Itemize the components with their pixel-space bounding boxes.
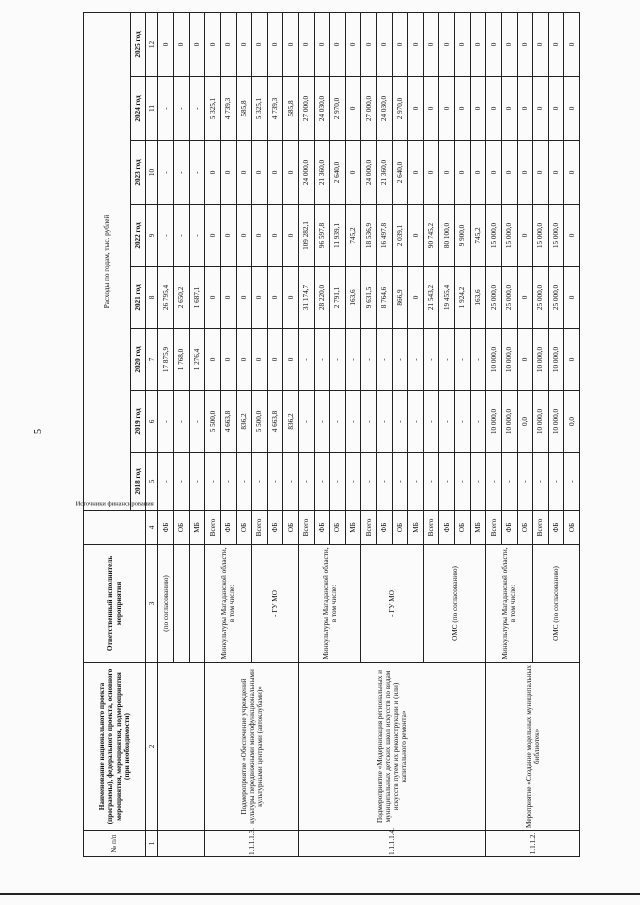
row-value: 0: [486, 77, 502, 141]
row-source: Всего: [533, 511, 549, 545]
row-source: ОБ: [236, 511, 252, 545]
row-value: 25 000,0: [533, 267, 549, 329]
row-value: 0: [205, 141, 221, 205]
row-value: 0: [252, 267, 268, 329]
row-value: 25 000,0: [548, 267, 564, 329]
row-value: -: [330, 453, 346, 511]
row-value: -: [470, 391, 486, 453]
row-value: -: [439, 391, 455, 453]
row-value: -: [361, 391, 377, 453]
row-value: 0: [517, 141, 533, 205]
row-value: 0: [564, 12, 580, 76]
row-value: -: [408, 391, 424, 453]
row-source: Всего: [252, 511, 268, 545]
row-value: 4 663,8: [220, 391, 236, 453]
row-value: 5 325,1: [252, 77, 268, 141]
row-value: 0: [423, 12, 439, 76]
row-value: -: [548, 453, 564, 511]
row-value: 0: [501, 141, 517, 205]
row-number: [158, 831, 205, 857]
row-value: 2 970,0: [330, 77, 346, 141]
column-number: 5: [146, 453, 158, 511]
row-value: 0: [564, 205, 580, 267]
row-source: ФБ: [314, 511, 330, 545]
row-value: 0: [377, 12, 393, 76]
row-value: 2 791,1: [330, 267, 346, 329]
row-value: 0: [486, 12, 502, 76]
row-value: 0: [220, 141, 236, 205]
row-source: МБ: [470, 511, 486, 545]
header-expenses: Расходы по годам, тыс. рублей: [84, 12, 131, 510]
column-number: 7: [146, 329, 158, 391]
row-value: -: [314, 391, 330, 453]
row-value: -: [392, 391, 408, 453]
row-value: 0: [408, 205, 424, 267]
row-value: -: [174, 391, 190, 453]
row-value: 24 000,0: [298, 141, 314, 205]
row-value: -: [392, 453, 408, 511]
row-value: 0: [548, 141, 564, 205]
row-value: 0: [408, 141, 424, 205]
row-value: 10 000,0: [533, 391, 549, 453]
column-number: 11: [146, 77, 158, 141]
row-value: -: [377, 453, 393, 511]
row-value: -: [330, 391, 346, 453]
row-name: Подмероприятие «Модернизация региональных и муниципальных детских школ искусств по видам искусств путем их реконструкции и (или) капитального ремонта»: [298, 663, 485, 831]
row-value: 9 900,0: [455, 205, 471, 267]
row-source: Всего: [486, 511, 502, 545]
row-value: -: [345, 391, 361, 453]
row-value: 1 924,2: [455, 267, 471, 329]
row-source: Всего: [423, 511, 439, 545]
column-number: 4: [146, 511, 158, 545]
budget-table: [75, 12, 580, 857]
row-value: 0: [236, 141, 252, 205]
row-value: 17 875,9: [158, 329, 174, 391]
row-value: 0: [314, 12, 330, 76]
row-value: 0,0: [517, 391, 533, 453]
row-value: 24 000,0: [361, 141, 377, 205]
row-value: -: [361, 329, 377, 391]
row-value: 0: [267, 329, 283, 391]
row-value: 2 970,0: [392, 77, 408, 141]
row-value: 0: [517, 329, 533, 391]
row-value: -: [174, 453, 190, 511]
row-executor: [189, 545, 205, 663]
row-value: 5 325,1: [205, 77, 221, 141]
row-value: 585,8: [283, 77, 299, 141]
row-value: 0: [517, 267, 533, 329]
row-value: 866,9: [392, 267, 408, 329]
row-value: -: [189, 141, 205, 205]
row-value: 0: [205, 329, 221, 391]
header-year: 2023 год: [131, 141, 146, 205]
row-source: ФБ: [267, 511, 283, 545]
row-value: -: [189, 77, 205, 141]
row-value: 0: [517, 205, 533, 267]
row-value: 0: [439, 77, 455, 141]
row-value: 2 650,2: [174, 267, 190, 329]
row-value: 0: [189, 12, 205, 76]
row-value: 0: [408, 267, 424, 329]
row-source: Всего: [205, 511, 221, 545]
row-value: 0: [392, 12, 408, 76]
row-value: -: [470, 453, 486, 511]
column-number: 9: [146, 205, 158, 267]
row-value: 15 000,0: [501, 205, 517, 267]
row-source: ОБ: [174, 511, 190, 545]
row-value: -: [267, 453, 283, 511]
row-value: 1 768,0: [174, 329, 190, 391]
row-executor: [174, 545, 190, 663]
row-value: 4 739,3: [267, 77, 283, 141]
row-value: 0: [564, 141, 580, 205]
row-value: 10 000,0: [486, 329, 502, 391]
row-value: -: [533, 453, 549, 511]
row-source: Всего: [298, 511, 314, 545]
row-value: 0: [564, 329, 580, 391]
row-value: -: [470, 329, 486, 391]
row-value: 0: [423, 141, 439, 205]
row-value: 2 640,0: [330, 141, 346, 205]
header-col-source: [75, 500, 155, 545]
row-value: 0: [236, 205, 252, 267]
row-executor: ОМС (по согласованию): [423, 545, 485, 663]
row-value: 15 000,0: [533, 205, 549, 267]
row-value: 745,2: [470, 205, 486, 267]
header-col-source-text: Источники финансирования: [75, 500, 155, 508]
row-value: 15 000,0: [486, 205, 502, 267]
row-value: 10 000,0: [548, 391, 564, 453]
row-value: -: [423, 329, 439, 391]
row-source: ОБ: [455, 511, 471, 545]
table-row: [205, 12, 221, 856]
row-value: 0: [564, 77, 580, 141]
row-value: 0: [283, 12, 299, 76]
row-value: -: [174, 205, 190, 267]
row-value: 0: [298, 12, 314, 76]
row-value: 163,6: [470, 267, 486, 329]
row-value: -: [189, 391, 205, 453]
row-value: 0: [439, 141, 455, 205]
row-value: -: [392, 329, 408, 391]
row-value: 0: [345, 12, 361, 76]
row-value: -: [174, 141, 190, 205]
row-value: 0: [486, 141, 502, 205]
row-name: [158, 663, 205, 831]
row-value: -: [189, 453, 205, 511]
header-col-num: № п/п: [84, 831, 146, 857]
row-value: 0: [501, 77, 517, 141]
row-value: 2 039,1: [392, 205, 408, 267]
row-executor: Минкультуры Магаданской области, в том числе:: [205, 545, 252, 663]
row-source: Всего: [361, 511, 377, 545]
column-number: 6: [146, 391, 158, 453]
row-value: -: [158, 77, 174, 141]
row-value: 25 000,0: [501, 267, 517, 329]
row-value: -: [298, 453, 314, 511]
row-value: -: [455, 453, 471, 511]
table-row: [486, 12, 502, 856]
row-value: 0: [408, 12, 424, 76]
row-value: 4 663,8: [267, 391, 283, 453]
row-value: -: [377, 329, 393, 391]
row-value: 25 000,0: [486, 267, 502, 329]
row-value: 0: [330, 12, 346, 76]
row-value: 0: [267, 12, 283, 76]
row-value: -: [298, 391, 314, 453]
row-value: 0: [252, 12, 268, 76]
row-value: 0: [236, 12, 252, 76]
row-value: 0: [252, 329, 268, 391]
row-value: 0: [501, 12, 517, 76]
row-name: Мероприятие «Создание модельных муниципальных библиотек»: [486, 663, 580, 831]
column-number: 12: [146, 12, 158, 76]
row-value: 21 543,2: [423, 267, 439, 329]
row-value: 0: [361, 12, 377, 76]
row-value: 10 000,0: [501, 329, 517, 391]
row-value: 4 739,3: [220, 77, 236, 141]
row-value: 10 000,0: [501, 391, 517, 453]
row-value: 0: [283, 329, 299, 391]
row-value: -: [314, 329, 330, 391]
row-source: ФБ: [377, 511, 393, 545]
row-value: 0: [205, 205, 221, 267]
row-value: 0: [439, 12, 455, 76]
row-value: 0: [533, 77, 549, 141]
row-executor: - ГУ МО: [361, 545, 423, 663]
row-value: 0: [345, 141, 361, 205]
row-source: ФБ: [501, 511, 517, 545]
row-value: 0: [548, 12, 564, 76]
row-source: ФБ: [158, 511, 174, 545]
row-value: 585,8: [236, 77, 252, 141]
row-value: 11 939,1: [330, 205, 346, 267]
row-source: ОБ: [392, 511, 408, 545]
row-value: -: [517, 453, 533, 511]
row-value: 0: [267, 267, 283, 329]
header-year: 2020 год: [131, 329, 146, 391]
row-value: 31 174,7: [298, 267, 314, 329]
row-value: -: [455, 391, 471, 453]
header-year: 2022 год: [131, 205, 146, 267]
row-value: -: [252, 453, 268, 511]
header-year: 2019 год: [131, 391, 146, 453]
row-value: -: [345, 453, 361, 511]
row-number: 1.1.1.1.3.: [205, 831, 299, 857]
row-executor: Минкультуры Магаданской области, в том числе:: [486, 545, 533, 663]
row-source: ФБ: [548, 511, 564, 545]
row-value: 24 030,0: [314, 77, 330, 141]
header-year: 2018 год: [131, 453, 146, 511]
table-row: [158, 12, 174, 856]
row-value: 1 687,1: [189, 267, 205, 329]
row-value: -: [158, 141, 174, 205]
row-value: 0: [267, 141, 283, 205]
row-value: 19 455,4: [439, 267, 455, 329]
column-number: 8: [146, 267, 158, 329]
row-source: МБ: [189, 511, 205, 545]
row-value: -: [361, 453, 377, 511]
row-value: 0,0: [564, 391, 580, 453]
row-value: 0: [470, 141, 486, 205]
row-value: -: [158, 453, 174, 511]
row-value: 0: [267, 205, 283, 267]
column-numbers-row: [146, 12, 158, 856]
row-value: -: [423, 391, 439, 453]
row-value: 27 000,0: [298, 77, 314, 141]
row-value: 96 597,8: [314, 205, 330, 267]
row-value: 0: [345, 77, 361, 141]
row-value: 0: [283, 141, 299, 205]
rotated-table-container: [75, 13, 580, 857]
bottom-rule: [0, 893, 640, 895]
row-source: ОБ: [283, 511, 299, 545]
row-value: 0: [533, 12, 549, 76]
row-value: 0: [517, 12, 533, 76]
row-value: 0: [205, 267, 221, 329]
row-value: 0: [564, 267, 580, 329]
row-value: -: [330, 329, 346, 391]
row-value: -: [283, 453, 299, 511]
row-value: -: [314, 453, 330, 511]
row-value: 2 640,0: [392, 141, 408, 205]
row-value: 0: [283, 205, 299, 267]
row-value: 0: [455, 12, 471, 76]
row-value: 9 631,5: [361, 267, 377, 329]
header-year: 2024 год: [131, 77, 146, 141]
row-value: 10 000,0: [533, 329, 549, 391]
row-value: 90 745,2: [423, 205, 439, 267]
header-col-executor: Ответственный исполнитель мероприятия: [84, 545, 146, 663]
row-value: 5 500,0: [252, 391, 268, 453]
row-value: 0: [158, 12, 174, 76]
row-value: -: [345, 329, 361, 391]
row-executor: Минкультуры Магаданской области, в том числе:: [298, 545, 360, 663]
row-value: 0: [252, 141, 268, 205]
row-value: -: [158, 391, 174, 453]
row-value: 0: [220, 329, 236, 391]
row-value: 10 000,0: [486, 391, 502, 453]
row-source: ФБ: [220, 511, 236, 545]
row-value: 28 220,0: [314, 267, 330, 329]
row-source: МБ: [345, 511, 361, 545]
row-value: 18 536,9: [361, 205, 377, 267]
row-value: -: [205, 453, 221, 511]
row-executor: (по согласованию): [158, 545, 174, 663]
row-value: 0: [408, 77, 424, 141]
header-year: 2021 год: [131, 267, 146, 329]
row-value: 0: [533, 141, 549, 205]
row-value: -: [236, 453, 252, 511]
row-value: 836,2: [236, 391, 252, 453]
row-value: 163,6: [345, 267, 361, 329]
row-value: 1 276,4: [189, 329, 205, 391]
row-value: 0: [220, 267, 236, 329]
row-value: 0: [236, 267, 252, 329]
column-number: 1: [146, 831, 158, 857]
header-year: 2025 год: [131, 12, 146, 76]
row-value: 27 000,0: [361, 77, 377, 141]
row-value: 8 764,6: [377, 267, 393, 329]
row-value: 0: [252, 205, 268, 267]
row-value: -: [408, 453, 424, 511]
row-value: 0: [455, 77, 471, 141]
row-value: -: [298, 329, 314, 391]
row-value: 0: [174, 12, 190, 76]
header-col-name: Наименование национального проекта (программы), федерального проекта, основного мероприятия, мероприятия, подмероприятия (при необходимости): [84, 663, 146, 831]
page-number: 5: [33, 429, 44, 434]
row-value: -: [377, 391, 393, 453]
row-value: 5 500,0: [205, 391, 221, 453]
table-body: [146, 12, 580, 856]
row-value: 0: [470, 77, 486, 141]
column-number: 3: [146, 545, 158, 663]
row-value: 836,2: [283, 391, 299, 453]
table-row: [298, 12, 314, 856]
row-value: -: [220, 453, 236, 511]
row-value: -: [501, 453, 517, 511]
column-number: 10: [146, 141, 158, 205]
row-source: ОБ: [517, 511, 533, 545]
row-value: -: [486, 453, 502, 511]
row-value: 80 100,0: [439, 205, 455, 267]
row-value: 24 030,0: [377, 77, 393, 141]
column-number: 2: [146, 663, 158, 831]
row-source: ФБ: [439, 511, 455, 545]
row-value: 15 000,0: [548, 205, 564, 267]
row-value: 745,2: [345, 205, 361, 267]
row-value: 0: [455, 141, 471, 205]
row-value: 0: [220, 12, 236, 76]
row-value: -: [423, 453, 439, 511]
row-value: 0: [283, 267, 299, 329]
row-value: 10 000,0: [548, 329, 564, 391]
row-value: 0: [548, 77, 564, 141]
row-value: 0: [236, 329, 252, 391]
row-value: -: [174, 77, 190, 141]
row-value: -: [564, 453, 580, 511]
row-value: -: [455, 329, 471, 391]
row-value: 109 282,1: [298, 205, 314, 267]
row-value: 0: [470, 12, 486, 76]
row-value: 0: [517, 77, 533, 141]
row-value: -: [158, 205, 174, 267]
row-value: -: [439, 329, 455, 391]
row-executor: - ГУ МО: [252, 545, 299, 663]
row-value: -: [189, 205, 205, 267]
row-value: 0: [205, 12, 221, 76]
row-name: Подмероприятие «Обеспечение учреждений культуры передвижными многофункциональными культурными центрами (автоклубами)»: [205, 663, 299, 831]
row-source: ОБ: [330, 511, 346, 545]
row-number: 1.1.1.1.4.: [298, 831, 485, 857]
row-executor: ОМС (по согласованию): [533, 545, 580, 663]
row-number: 1.1.1.2.: [486, 831, 580, 857]
row-value: -: [439, 453, 455, 511]
row-value: 16 497,8: [377, 205, 393, 267]
row-source: МБ: [408, 511, 424, 545]
row-value: 21 360,0: [314, 141, 330, 205]
row-value: -: [408, 329, 424, 391]
row-value: 21 360,0: [377, 141, 393, 205]
row-source: ОБ: [564, 511, 580, 545]
row-value: 0: [423, 77, 439, 141]
row-value: 26 795,4: [158, 267, 174, 329]
row-value: 0: [220, 205, 236, 267]
